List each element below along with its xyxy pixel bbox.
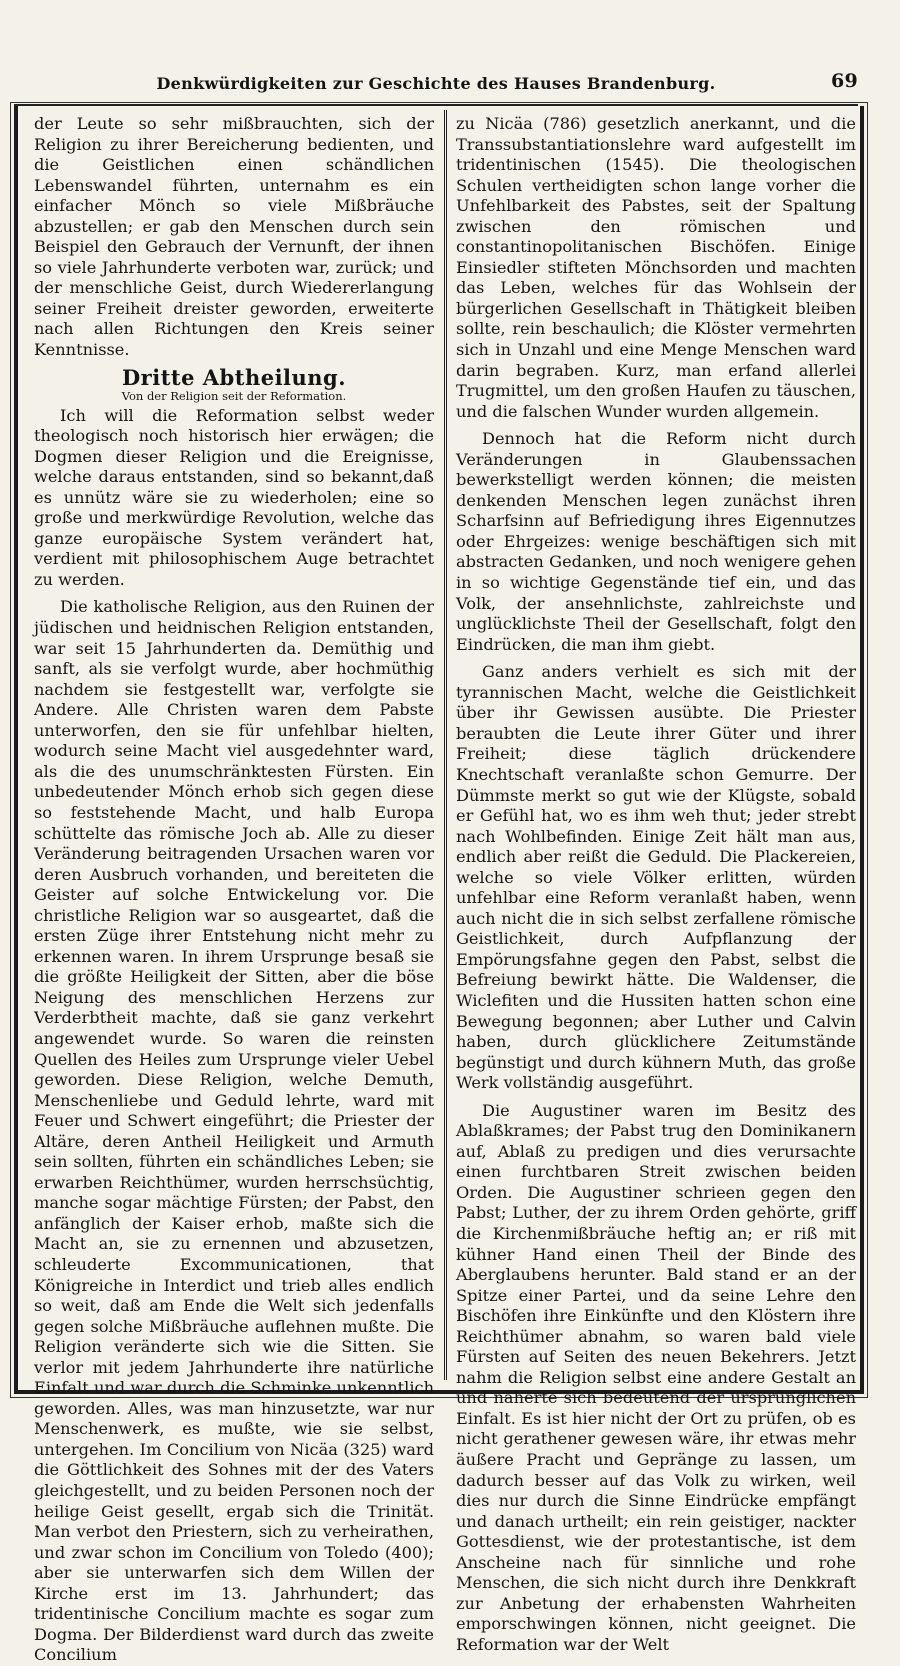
paragraph: der Leute so sehr mißbrauchten, sich der Religion zu ihrer Bereicherung bedienten, und die Geistlichen einen schändlichen Lebenswandel führten, unternahm es ein einfacher Mönch so viele Mißbräuche abzustellen; er gab den Menschen durch sein Beispiel den Gebrauch der Vernunft, der ihnen so viele Jahrhunderte verboten war, zurück; und der menschliche Geist, durch Wiedererlangung seiner Freiheit dreister geworden, erweiterte nach allen Richtungen den Kreis seiner Kenntnisse. (34, 114, 434, 360)
paragraph: Ganz anders verhielt es sich mit der tyrannischen Macht, welche die Geistlichkeit über ihr Gewissen ausübte. Die Priester beraubten die Leute ihrer Güter und ihrer Freiheit; diese täglich drückendere Knechtschaft veranlaßte schon Gemurre. Der Dümmste merkt so gut wie der Klügste, sobald er Gefühl hat, wo es ihm weh thut; jeder strebt nach Wohlbefinden. Einige Zeit hält man aus, endlich aber reißt die Geduld. Die Plackereien, welche so viele Völker erlitten, würden unfehlbar eine Reform veranlaßt haben, wenn auch nicht die in sich selbst zerfallene römische Geistlichkeit, durch Aufpflanzung der Empörungsfahne gegen den Pabst, selbst die Befreiung bewirkt hätte. Die Waldenser, die Wiclefiten und die Hussiten hatten schon eine Bewegung begonnen; aber Luther und Calvin haben, durch glücklichere Zeitumstände begünstigt und durch kühnern Muth, das große Werk vollständig ausgeführt. (456, 662, 856, 1093)
paragraph: zu Nicäa (786) gesetzlich anerkannt, und die Transsubstantiationslehre ward aufgestellt im tridentinischen (1545). Die theologischen Schulen vertheidigten schon lange vorher die Unfehlbarkeit des Pabstes, seit der Spaltung zwischen den römischen und constantinopolitanischen Bischöfen. Einige Einsiedler stifteten Mönchsorden und machten das Leben, welches für das Wohlsein der bürgerlichen Gesellschaft in Thätigkeit bleiben sollte, rein beschaulich; die Klöster vermehrten sich in Unzahl und eine Menge Menschen ward darin begraben. Kurz, man erfand allerlei Trugmittel, um den großen Haufen zu täuschen, und die falschen Wunder wurden allgemein. (456, 114, 856, 421)
section-subtitle: Von der Religion seit der Reformation. (121, 388, 347, 403)
paragraph: Die Augustiner waren im Besitz des Ablaßkrames; der Pabst trug den Dominikanern auf, Ablaß zu predigen und dies verursachte einen furchtbaren Streit zwischen beiden Orden. Die Augustiner schrieen gegen den Pabst; Luther, der zu ihrem Orden gehörte, griff die Kirchenmißbräuche heftig an; er riß mit kühner Hand einen Theil der Binde des Aberglaubens herunter. Bald stand er an der Spitze einer Partei, und da seine Lehre den Bischöfen ihre Einkünfte und den Klöstern ihre Reichthümer abnahm, so waren bald viele Fürsten auf Seiten des neuen Bekehrers. Jetzt nahm die Religion selbst eine andere Gestalt an und näherte sich bedeutend der ursprünglichen Einfalt. Es ist hier nicht der Ort zu prüfen, ob es nicht gerathener gewesen wäre, ihr etwas mehr äußere Pracht und Gepränge zu lassen, um dadurch besser auf das Volk zu wirken, weil dies nur durch die Sinne Eindrücke empfängt und danach urtheilt; ein rein geistiger, nackter Gottesdienst, wie der protestantische, ist dem Anscheine nach für sinnliche und rohe Menschen, die sich nicht durch ihre Denkkraft zur Anbetung der erhabensten Wahrheiten emporschwingen können, nicht geeignet. Die Reformation war der Welt (456, 1100, 856, 1654)
right-column (456, 114, 856, 1655)
paragraph: Dennoch hat die Reform nicht durch Veränderungen in Glaubenssachen bewerkstelligt werden können; die meisten denkenden Menschen legen zunächst ihren Scharfsinn auf Befriedigung ihres Eigennutzes oder Ehrgeizes: wenige beschäftigen sich mit abstracten Gedanken, und noch wenigere gehen in so wichtige Gegenstände tief ein, und das Volk, der ansehnlichste, zahlreichste und unglücklichste Theil der Gesellschaft, folgt den Eindrücken, die man ihm giebt. (456, 429, 856, 654)
running-title: Denkwürdigkeiten zur Geschichte des Hauses Brandenburg. (156, 74, 716, 93)
section-title: Dritte Abtheilung. (121, 364, 347, 390)
paragraph: Ich will die Reformation selbst weder theologisch noch historisch hier erwägen; die Dogmen dieser Religion und die Ereignisse, welche daraus entstanden, sind so bekannt,daß es unnütz wäre sie zu wiederholen; eine so große und merkwürdige Revolution, welche das ganze europäische System verändert hat, verdient mit philosophischem Auge betrachtet zu werden. (34, 405, 434, 589)
running-head (14, 62, 858, 106)
paragraph: Die katholische Religion, aus den Ruinen der jüdischen und heidnischen Religion entstanden, war seit 15 Jahrhunderten da. Demüthig und sanft, als sie verfolgt wurde, aber hochmüthig nachdem sie festgestellt war, verfolgte sie Andere. Alle Christen waren dem Pabste unterworfen, den sie für unfehlbar hielten, wodurch seine Macht viel ausgedehnter ward, als die des unumschränktesten Fürsten. Ein unbedeutender Mönch erhob sich gegen diese so feststehende Macht, und halb Europa schüttelte das römische Joch ab. Alle zu dieser Veränderung beitragenden Ursachen waren vor deren Ausbruch vorhanden, und bereiteten die Geister auf solche Entwickelung vor. Die christliche Religion war so ausgeartet, daß die ersten Züge ihrer Entstehung nicht mehr zu erkennen waren. In ihrem Ursprunge besaß sie die größte Heiligkeit der Sitten, aber die böse Neigung des menschlichen Herzens zur Verderbtheit machte, daß sie ganz verkehrt angewendet wurde. So waren die reinsten Quellen des Heiles zum Ursprunge vieler Uebel geworden. Diese Religion, welche Demuth, Menschenliebe und Geduld lehrte, ward mit Feuer und Schwert eingeführt; die Priester der Altäre, deren Antheil Heiligkeit und Armuth sein sollten, führten ein schändliches Leben; sie erwarben Reichthümer, wurden herrschsüchtig, manche sogar mächtige Fürsten; der Pabst, den anfänglich der Kaiser erhob, maßte sich die Macht an, sie zu ernennen und abzusetzen, schleuderte Excommunicationen, that Königreiche in Interdict und trieb alles endlich so weit, daß am Ende die Welt sich jedenfalls gegen solche Mißbräuche auflehnen mußte. Die Religion veränderte sich wie die Sitten. Sie verlor mit jedem Jahrhunderte ihre natürliche Einfalt und war durch die Schminke unkenntlich geworden. Alles, was man hinzusetzte, war nur Menschenwerk, es mußte, wie sie selbst, untergehen. Im Concilium von Nicäa (325) ward die Göttlichkeit des Sohnes mit der des Vaters gleichgestellt, und zu beiden Personen noch der heilige Geist gesellt, ergab sich die Trinität. Man verbot den Priestern, sich zu verheirathen, und zwar schon im Concilium von Toledo (400); aber sie unterwarfen sich dem Willen der Kirche erst im 13. Jahrhundert; das tridentinische Concilium machte es sogar zum Dogma. Der Bilderdienst ward durch das zweite Concilium (34, 597, 434, 1665)
column-divider (444, 110, 447, 1380)
page-number: 69 (830, 70, 858, 92)
left-column (34, 114, 434, 1666)
